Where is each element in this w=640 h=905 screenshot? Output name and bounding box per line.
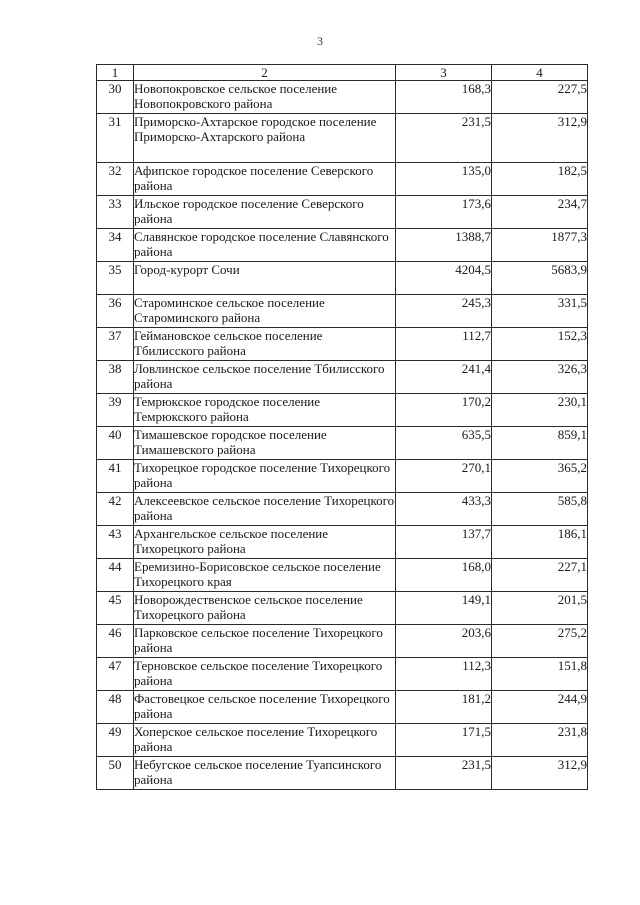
row-number: 46: [97, 625, 134, 658]
table-row: [97, 196, 588, 229]
table-row: [97, 81, 588, 114]
value-col-3: 112,7: [396, 328, 492, 361]
value-col-3: 137,7: [396, 526, 492, 559]
value-col-3: 635,5: [396, 427, 492, 460]
value-col-4: 230,1: [492, 394, 588, 427]
value-col-4: 365,2: [492, 460, 588, 493]
settlement-name: Новопокровское сельское поселение Новопокровского района: [134, 81, 396, 114]
table-row: [97, 526, 588, 559]
table-row: [97, 658, 588, 691]
value-col-3: 135,0: [396, 163, 492, 196]
value-col-4: 312,9: [492, 757, 588, 790]
row-number: 35: [97, 262, 134, 295]
table-row: [97, 460, 588, 493]
row-number: 39: [97, 394, 134, 427]
settlement-name: Парковское сельское поселение Тихорецкого района: [134, 625, 396, 658]
row-number: 30: [97, 81, 134, 114]
value-col-3: 181,2: [396, 691, 492, 724]
value-col-3: 168,0: [396, 559, 492, 592]
table-row: [97, 559, 588, 592]
column-header-4: 4: [492, 65, 588, 81]
data-table: [96, 64, 588, 790]
value-col-3: 433,3: [396, 493, 492, 526]
row-number: 49: [97, 724, 134, 757]
value-col-4: 312,9: [492, 114, 588, 163]
value-col-3: 149,1: [396, 592, 492, 625]
value-col-4: 1877,3: [492, 229, 588, 262]
value-col-4: 201,5: [492, 592, 588, 625]
value-col-3: 231,5: [396, 114, 492, 163]
row-number: 44: [97, 559, 134, 592]
value-col-3: 270,1: [396, 460, 492, 493]
table-row: [97, 691, 588, 724]
row-number: 43: [97, 526, 134, 559]
table-row: [97, 262, 588, 295]
settlement-name: Афипское городское поселение Северского района: [134, 163, 396, 196]
table-row: [97, 328, 588, 361]
row-number: 32: [97, 163, 134, 196]
settlement-name: Приморско-Ахтарское городское поселение Приморско-Ахтарского района: [134, 114, 396, 163]
settlement-name: Ильское городское поселение Северского района: [134, 196, 396, 229]
value-col-3: 171,5: [396, 724, 492, 757]
value-col-3: 203,6: [396, 625, 492, 658]
row-number: 37: [97, 328, 134, 361]
table-row: [97, 114, 588, 163]
value-col-4: 152,3: [492, 328, 588, 361]
table-row: [97, 757, 588, 790]
table-row: [97, 229, 588, 262]
row-number: 50: [97, 757, 134, 790]
value-col-3: 173,6: [396, 196, 492, 229]
value-col-4: 5683,9: [492, 262, 588, 295]
row-number: 48: [97, 691, 134, 724]
value-col-3: 170,2: [396, 394, 492, 427]
settlement-name: Тихорецкое городское поселение Тихорецкого района: [134, 460, 396, 493]
table-row: [97, 361, 588, 394]
column-header-2: 2: [134, 65, 396, 81]
settlement-name: Хоперское сельское поселение Тихорецкого района: [134, 724, 396, 757]
value-col-4: 227,5: [492, 81, 588, 114]
value-col-3: 168,3: [396, 81, 492, 114]
value-col-4: 151,8: [492, 658, 588, 691]
value-col-3: 241,4: [396, 361, 492, 394]
table-row: [97, 295, 588, 328]
value-col-4: 331,5: [492, 295, 588, 328]
row-number: 42: [97, 493, 134, 526]
value-col-4: 182,5: [492, 163, 588, 196]
settlement-name: Еремизино-Борисовское сельское поселение Тихорецкого края: [134, 559, 396, 592]
value-col-4: 186,1: [492, 526, 588, 559]
settlement-name: Небугское сельское поселение Туапсинского района: [134, 757, 396, 790]
row-number: 33: [97, 196, 134, 229]
row-number: 45: [97, 592, 134, 625]
value-col-4: 244,9: [492, 691, 588, 724]
settlement-name: Город-курорт Сочи: [134, 262, 396, 295]
value-col-3: 1388,7: [396, 229, 492, 262]
settlement-name: Геймановское сельское поселение Тбилисского района: [134, 328, 396, 361]
table-row: [97, 394, 588, 427]
value-col-3: 245,3: [396, 295, 492, 328]
value-col-4: 859,1: [492, 427, 588, 460]
value-col-4: 231,8: [492, 724, 588, 757]
value-col-4: 227,1: [492, 559, 588, 592]
row-number: 31: [97, 114, 134, 163]
table-row: [97, 163, 588, 196]
table-row: [97, 625, 588, 658]
column-header-1: 1: [97, 65, 134, 81]
settlement-name: Славянское городское поселение Славянского района: [134, 229, 396, 262]
settlement-name: Алексеевское сельское поселение Тихорецкого района: [134, 493, 396, 526]
table-row: [97, 427, 588, 460]
value-col-4: 275,2: [492, 625, 588, 658]
column-header-3: 3: [396, 65, 492, 81]
value-col-3: 231,5: [396, 757, 492, 790]
settlement-name: Новорождественское сельское поселение Тихорецкого района: [134, 592, 396, 625]
table-row: [97, 493, 588, 526]
settlement-name: Тимашевское городское поселение Тимашевского района: [134, 427, 396, 460]
settlement-name: Терновское сельское поселение Тихорецкого района: [134, 658, 396, 691]
settlement-name: Ловлинское сельское поселение Тбилисского района: [134, 361, 396, 394]
row-number: 38: [97, 361, 134, 394]
row-number: 41: [97, 460, 134, 493]
row-number: 47: [97, 658, 134, 691]
table-row: [97, 724, 588, 757]
value-col-3: 4204,5: [396, 262, 492, 295]
settlement-name: Темрюкское городское поселение Темрюкского района: [134, 394, 396, 427]
settlement-name: Староминское сельское поселение Староминского района: [134, 295, 396, 328]
table-header-row: [97, 65, 588, 81]
row-number: 36: [97, 295, 134, 328]
settlement-name: Фастовецкое сельское поселение Тихорецкого района: [134, 691, 396, 724]
row-number: 34: [97, 229, 134, 262]
page-number: 3: [317, 34, 323, 48]
value-col-4: 326,3: [492, 361, 588, 394]
value-col-4: 585,8: [492, 493, 588, 526]
value-col-4: 234,7: [492, 196, 588, 229]
table-row: [97, 592, 588, 625]
settlement-name: Архангельское сельское поселение Тихорецкого района: [134, 526, 396, 559]
row-number: 40: [97, 427, 134, 460]
value-col-3: 112,3: [396, 658, 492, 691]
